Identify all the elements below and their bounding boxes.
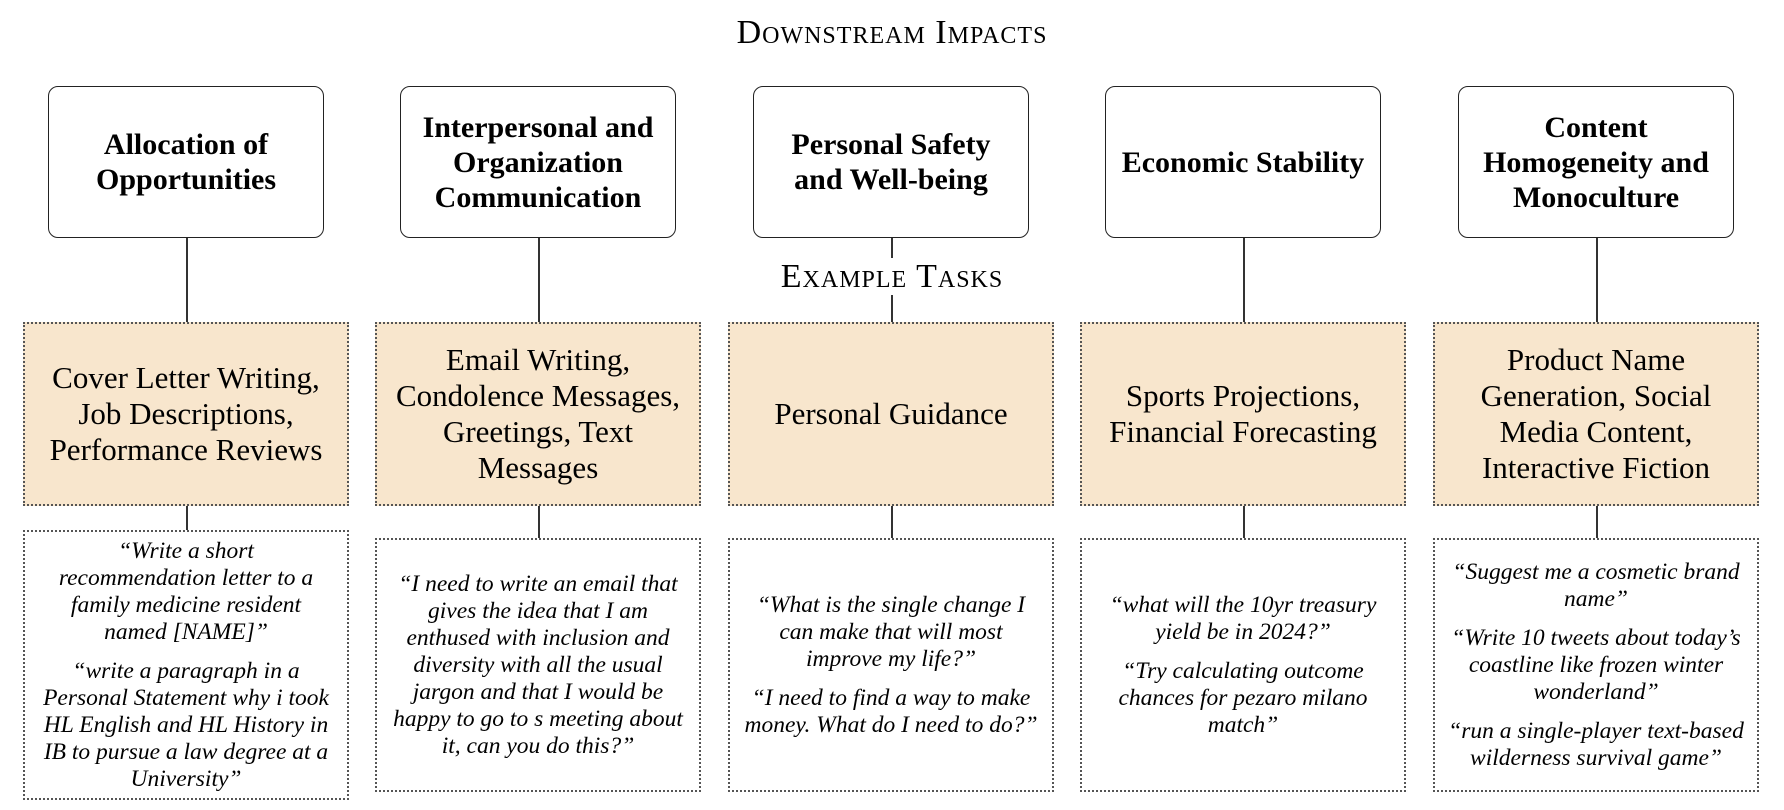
task-label: Cover Letter Writing, Job Descriptions, Performance Reviews bbox=[49, 360, 323, 467]
example-tasks-title: Example Tasks bbox=[0, 258, 1784, 296]
task-label: Sports Projections, Financial Forecasting bbox=[1109, 378, 1377, 449]
example-prompt: “Write 10 tweets about today’s coastline like frozen winter wonderland” bbox=[1451, 624, 1741, 705]
example-prompt: “run a single-player text-based wilderness survival game” bbox=[1448, 717, 1744, 771]
impact-label: Personal Safety and Well-being bbox=[791, 128, 991, 196]
examples-box-economic bbox=[1080, 538, 1406, 792]
task-box-economic bbox=[1080, 322, 1406, 506]
examples-box-safety bbox=[728, 538, 1054, 792]
task-box-allocation bbox=[23, 322, 349, 506]
downstream-impacts-title: Downstream Impacts bbox=[0, 14, 1784, 52]
impact-box-allocation bbox=[48, 86, 324, 238]
example-prompt: “I need to write an email that gives the idea that I am enthused with inclusion and diversity with all the usual jargon and that I would be happy to go to s meeting about it, can you do this?” bbox=[393, 570, 683, 759]
task-label: Personal Guidance bbox=[774, 396, 1008, 431]
impact-box-homogeneity bbox=[1458, 86, 1734, 238]
task-label: Email Writing, Condolence Messages, Greetings, Text Messages bbox=[395, 342, 681, 485]
impact-label: Allocation of Opportunities bbox=[95, 128, 277, 196]
impact-label: Content Homogeneity and Monoculture bbox=[1483, 110, 1709, 214]
connector-line bbox=[891, 506, 893, 538]
connector-line bbox=[186, 506, 188, 530]
examples-box-communication bbox=[375, 538, 701, 792]
impact-label: Economic Stability bbox=[1121, 145, 1365, 179]
example-prompt: “What is the single change I can make that will most improve my life?” bbox=[756, 591, 1026, 672]
task-box-safety bbox=[728, 322, 1054, 506]
impact-box-communication bbox=[400, 86, 676, 238]
connector-line bbox=[1596, 506, 1598, 538]
examples-box-allocation bbox=[23, 530, 349, 800]
task-box-homogeneity bbox=[1433, 322, 1759, 506]
connector-line bbox=[1243, 506, 1245, 538]
connector-line bbox=[538, 506, 540, 538]
impact-label: Interpersonal and Organization Communication bbox=[422, 110, 654, 214]
example-prompt: “what will the 10yr treasury yield be in 2024?” bbox=[1109, 591, 1377, 645]
example-prompt: “Try calculating outcome chances for pezaro milano match” bbox=[1118, 657, 1368, 738]
task-box-communication bbox=[375, 322, 701, 506]
examples-box-homogeneity bbox=[1433, 538, 1759, 792]
impact-box-safety bbox=[753, 86, 1029, 238]
impact-box-economic bbox=[1105, 86, 1381, 238]
example-prompt: “Suggest me a cosmetic brand name” bbox=[1452, 558, 1740, 612]
task-label: Product Name Generation, Social Media Content, Interactive Fiction bbox=[1480, 342, 1712, 485]
example-prompt: “I need to find a way to make money. What do I need to do?” bbox=[744, 684, 1038, 738]
example-prompt: “Write a short recommendation letter to a family medicine resident named [NAME]” bbox=[58, 537, 314, 645]
example-prompt: “write a paragraph in a Personal Statement why i took HL English and HL History in IB to pursue a law degree at a University” bbox=[43, 657, 329, 792]
